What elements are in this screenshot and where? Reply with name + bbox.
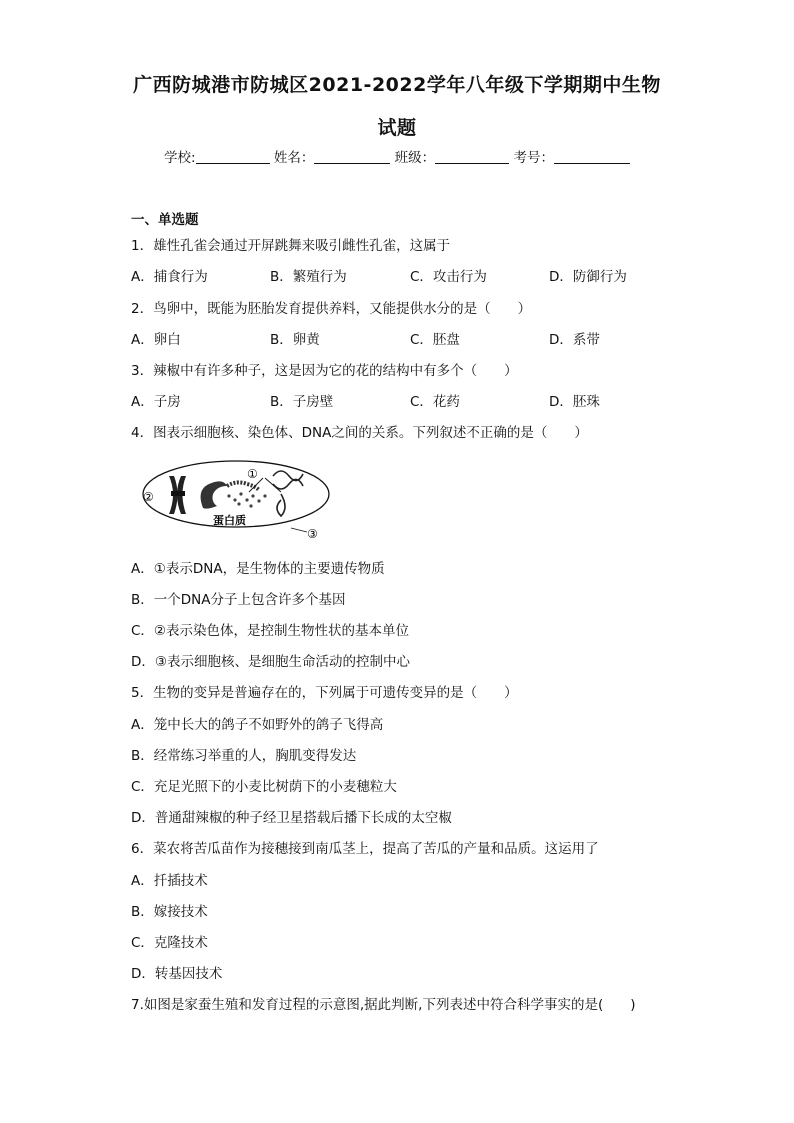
q3-option-b[interactable]: B．子房壁	[270, 394, 334, 410]
question-4: 4．图表示细胞核、染色体、DNA之间的关系。下列叙述不正确的是（ ）	[131, 425, 588, 441]
q5-option-b[interactable]: B．经常练习举重的人，胸肌变得发达	[131, 748, 357, 764]
section-heading: 一、单选题	[131, 212, 199, 228]
nucleus-chromosome-dna-figure	[141, 456, 336, 542]
question-1: 1．雄性孔雀会通过开屏跳舞来吸引雌性孔雀，这属于	[131, 238, 451, 254]
q2-option-d[interactable]: D．系带	[549, 332, 600, 348]
q3-option-d[interactable]: D．胚珠	[549, 394, 600, 410]
label-3: ③	[307, 527, 318, 541]
label-1: ①	[247, 467, 258, 481]
dna-helix	[273, 471, 303, 516]
q4-option-b[interactable]: B．一个DNA分子上包含许多个基因	[131, 592, 346, 608]
q1-option-a[interactable]: A．捕食行为	[131, 269, 208, 285]
q2-option-b[interactable]: B．卵黄	[270, 332, 320, 348]
school-label: 学校:	[164, 150, 196, 166]
q4-option-c[interactable]: C．②表示染色体，是控制生物性状的基本单位	[131, 623, 410, 639]
coiled-chromatin	[201, 481, 227, 508]
class-label: 班级：	[394, 150, 436, 166]
school-blank[interactable]	[196, 149, 270, 164]
number-blank[interactable]	[554, 149, 630, 164]
name-blank[interactable]	[314, 149, 390, 164]
q2-option-a[interactable]: A．卵白	[131, 332, 181, 348]
question-6: 6．菜农将苦瓜苗作为接穗接到南瓜茎上，提高了苦瓜的产量和品质。这运用了	[131, 841, 599, 857]
question-3: 3．辣椒中有许多种子，这是因为它的花的结构中有多个（ ）	[131, 363, 518, 379]
q6-option-c[interactable]: C．克隆技术	[131, 935, 208, 951]
q1-option-d[interactable]: D．防御行为	[549, 269, 627, 285]
number-label: 考号：	[513, 150, 554, 166]
q5-option-d[interactable]: D．普通甜辣椒的种子经卫星搭载后播下长成的太空椒	[131, 810, 452, 826]
q1-option-b[interactable]: B．繁殖行为	[270, 269, 347, 285]
q5-option-a[interactable]: A．笼中长大的鸽子不如野外的鸽子飞得高	[131, 717, 384, 733]
q4-option-d[interactable]: D．③表示细胞核、是细胞生命活动的控制中心	[131, 654, 410, 670]
student-info-line	[164, 146, 630, 166]
protein-dots	[227, 492, 266, 507]
page-title: 广西防城港市防城区2021-2022学年八年级下学期期中生物	[133, 74, 661, 96]
chromosome-shape	[169, 476, 186, 514]
q3-option-c[interactable]: C．花药	[410, 394, 460, 410]
name-label: 姓名：	[273, 150, 315, 166]
protein-label: 蛋白质	[213, 514, 246, 527]
question-5: 5．生物的变异是普遍存在的，下列属于可遗传变异的是（ ）	[131, 685, 518, 701]
question-2: 2．鸟卵中，既能为胚胎发育提供养料，又能提供水分的是（ ）	[131, 301, 532, 317]
q2-option-c[interactable]: C．胚盘	[410, 332, 460, 348]
q6-option-b[interactable]: B．嫁接技术	[131, 904, 208, 920]
class-blank[interactable]	[435, 149, 509, 164]
q6-option-d[interactable]: D．转基因技术	[131, 966, 223, 982]
q5-option-c[interactable]: C．充足光照下的小麦比树荫下的小麦穗粒大	[131, 779, 397, 795]
page-title-continued: 试题	[377, 117, 417, 139]
q4-option-a[interactable]: A．①表示DNA，是生物体的主要遗传物质	[131, 561, 385, 577]
q6-option-a[interactable]: A．扦插技术	[131, 873, 208, 889]
question-7: 7.如图是家蚕生殖和发育过程的示意图,据此判断,下列表述中符合科学事实的是( )	[131, 997, 636, 1013]
label-2: ②	[143, 490, 154, 504]
q1-option-c[interactable]: C．攻击行为	[410, 269, 487, 285]
q3-option-a[interactable]: A．子房	[131, 394, 181, 410]
